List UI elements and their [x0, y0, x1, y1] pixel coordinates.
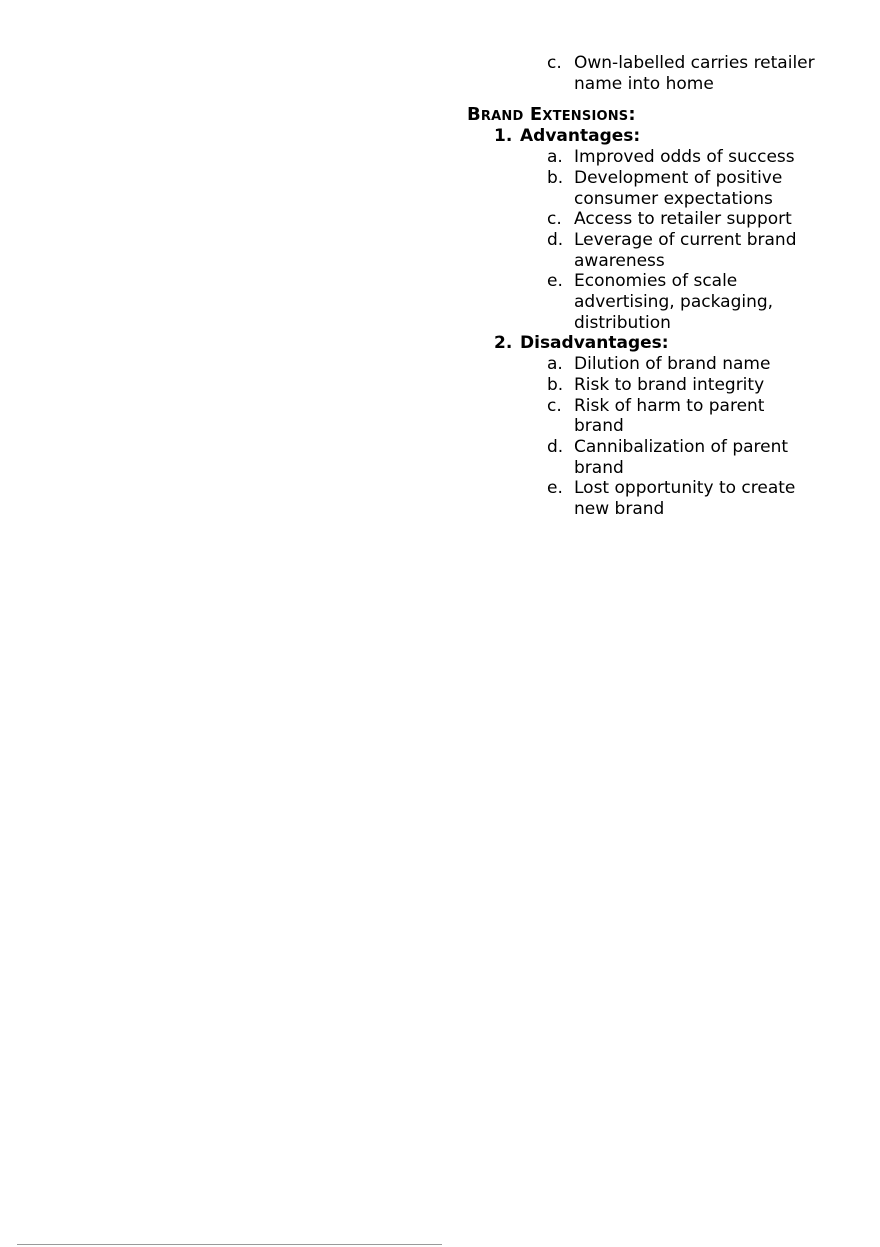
list-item-text: Risk of harm to parent brand — [574, 395, 765, 437]
list-marker: c. — [547, 395, 562, 416]
list-item — [467, 354, 814, 375]
list-item — [467, 375, 814, 396]
group-title — [467, 126, 867, 147]
list-item-text: Lost opportunity to create new brand — [574, 478, 796, 520]
continued-list — [467, 53, 867, 94]
disadvantages-list — [467, 354, 867, 520]
group-marker: 2. — [494, 333, 513, 354]
list-item — [467, 230, 814, 271]
list-item-text: Risk to brand integrity — [574, 374, 765, 395]
document-column — [467, 53, 867, 520]
disadvantages-group — [467, 333, 867, 519]
list-item-text: Access to retailer support — [574, 209, 792, 230]
advantages-group — [467, 126, 867, 333]
group-title-text: Disadvantages: — [520, 333, 669, 354]
list-marker: e. — [547, 478, 563, 499]
list-item — [467, 396, 796, 437]
list-item — [467, 147, 814, 168]
list-marker: b. — [547, 167, 564, 188]
group-marker: 1. — [494, 126, 513, 147]
list-item — [467, 168, 796, 209]
list-item-text: Economies of scale advertising, packaging, distribution — [574, 271, 774, 333]
list-item-text: Leverage of current brand awareness — [574, 229, 797, 271]
group-title-text: Advantages: — [520, 126, 641, 147]
list-item-text: Improved odds of success — [574, 147, 795, 168]
list-item — [467, 271, 796, 333]
list-marker: a. — [547, 354, 563, 375]
list-item — [467, 209, 814, 230]
list-item-text: Cannibalization of parent brand — [574, 436, 789, 478]
list-marker: c. — [547, 53, 562, 73]
list-marker: b. — [547, 374, 564, 395]
list-item-text: Development of positive consumer expectations — [574, 167, 783, 209]
list-marker: e. — [547, 271, 563, 292]
section-heading: Brand Extensions: — [467, 104, 636, 126]
list-marker: c. — [547, 209, 562, 230]
list-marker: d. — [547, 436, 564, 457]
list-item — [467, 478, 814, 519]
main-list — [467, 126, 867, 519]
footnote-separator — [17, 1244, 442, 1245]
list-item — [467, 53, 826, 94]
advantages-list — [467, 147, 867, 333]
list-marker: a. — [547, 147, 563, 168]
list-item-text: Own-labelled carries retailer name into home — [574, 53, 815, 94]
group-title — [467, 333, 867, 354]
list-item — [467, 437, 814, 478]
list-item-text: Dilution of brand name — [574, 354, 771, 375]
list-marker: d. — [547, 229, 564, 250]
